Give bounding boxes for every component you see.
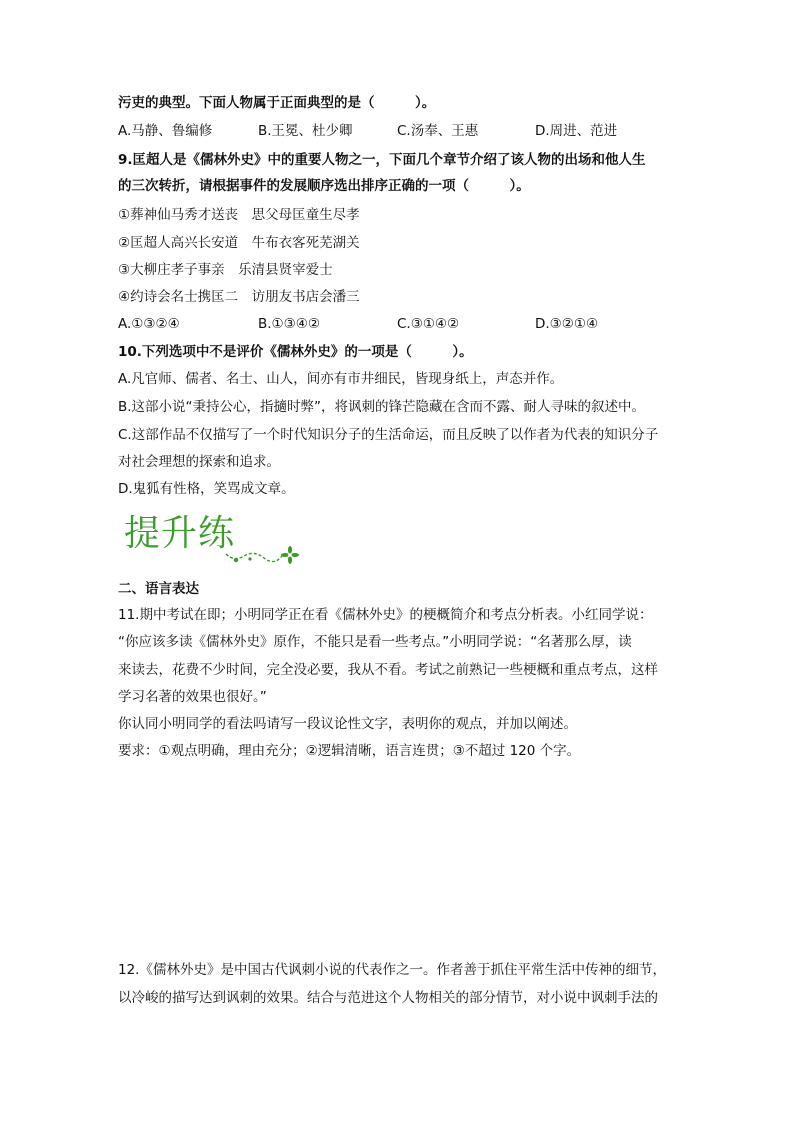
q11-line2: “你应该多读《儒林外史》原作，不能只是看一些考点。”小明同学说：“名著那么厚，读	[118, 634, 632, 650]
q9-item-4: ④约诗会名士携匡二 访朋友书店会潘三	[118, 289, 360, 305]
q11-line5: 你认同小明同学的看法吗请写一段议论性文字，表明你的观点，并加以阐述。	[118, 716, 577, 732]
vine-decoration-icon	[224, 540, 304, 564]
q9-option-a: A.①③②④	[118, 316, 180, 332]
q9-item-2: ②匡超人高兴长安道 牛布衣客死芜湖关	[118, 235, 360, 251]
q11-requirements: 要求：①观点明确，理由充分；②逻辑清晰，语言连贯；③不超过 120 个字。	[118, 743, 581, 759]
q10-option-a: A.凡官师、儒者、名士、山人，间亦有市井细民，皆现身纸上，声态并作。	[118, 371, 564, 387]
q9-option-d: D.③②①④	[535, 316, 599, 332]
q12-line1: 12.《儒林外史》是中国古代讽刺小说的代表作之一。作者善于抓住平常生活中传神的细节，	[118, 962, 666, 978]
q8-stem-continuation: 污吏的典型。下面人物属于正面典型的是（ ）。	[118, 95, 436, 111]
q12-line2: 以冷峻的描写达到讽刺的效果。结合与范进这个人物相关的部分情节，对小说中讽刺手法的	[118, 990, 658, 1006]
q8-option-a: A.马静、鲁编修	[118, 123, 213, 139]
q10-stem: 10.下列选项中不是评价《儒林外史》的一项是（ ）。	[118, 344, 473, 360]
q8-option-b: B.王冕、杜少卿	[258, 123, 353, 139]
q9-option-c: C.③①④②	[397, 316, 460, 332]
q11-line4: 学习名著的效果也很好。”	[118, 689, 267, 705]
q10-option-d: D.鬼狐有性格，笑骂成文章。	[118, 481, 295, 497]
section-heading: 二、语言表达	[118, 581, 199, 597]
q8-option-c: C.汤奉、王惠	[397, 123, 479, 139]
q11-line3: 来读去，花费不少时间，完全没必要，我从不看。考试之前熟记一些梗概和重点考点，这样	[118, 662, 658, 678]
q8-option-d: D.周进、范进	[535, 123, 618, 139]
q9-item-3: ③大柳庄孝子事亲 乐清县贤宰爱士	[118, 262, 333, 278]
q10-option-b: B.这部小说“秉持公心，指擿时弊”，将讽刺的锋芒隐藏在含而不露、耐人寻味的叙述中。	[118, 399, 646, 415]
q10-option-c-line2: 对社会理想的探索和追求。	[118, 454, 280, 470]
q10-option-c-line1: C.这部作品不仅描写了一个时代知识分子的生活命运，而且反映了以作者为代表的知识分子	[118, 427, 659, 443]
q11-line1: 11.期中考试在即；小明同学正在看《儒林外史》的梗概简介和考点分析表。小红同学说：	[118, 607, 653, 623]
q9-stem-line2: 的三次转折，请根据事件的发展顺序选出排序正确的一项（ ）。	[118, 178, 530, 194]
section-logo	[124, 512, 304, 562]
q9-item-1: ①葬神仙马秀才送丧 思父母匡童生尽孝	[118, 207, 360, 223]
section-logo-text: 提升练	[124, 513, 236, 554]
q9-option-b: B.①③④②	[258, 316, 320, 332]
q9-stem-line1: 9.匡超人是《儒林外史》中的重要人物之一，下面几个章节介绍了该人物的出场和他人生	[118, 152, 646, 168]
